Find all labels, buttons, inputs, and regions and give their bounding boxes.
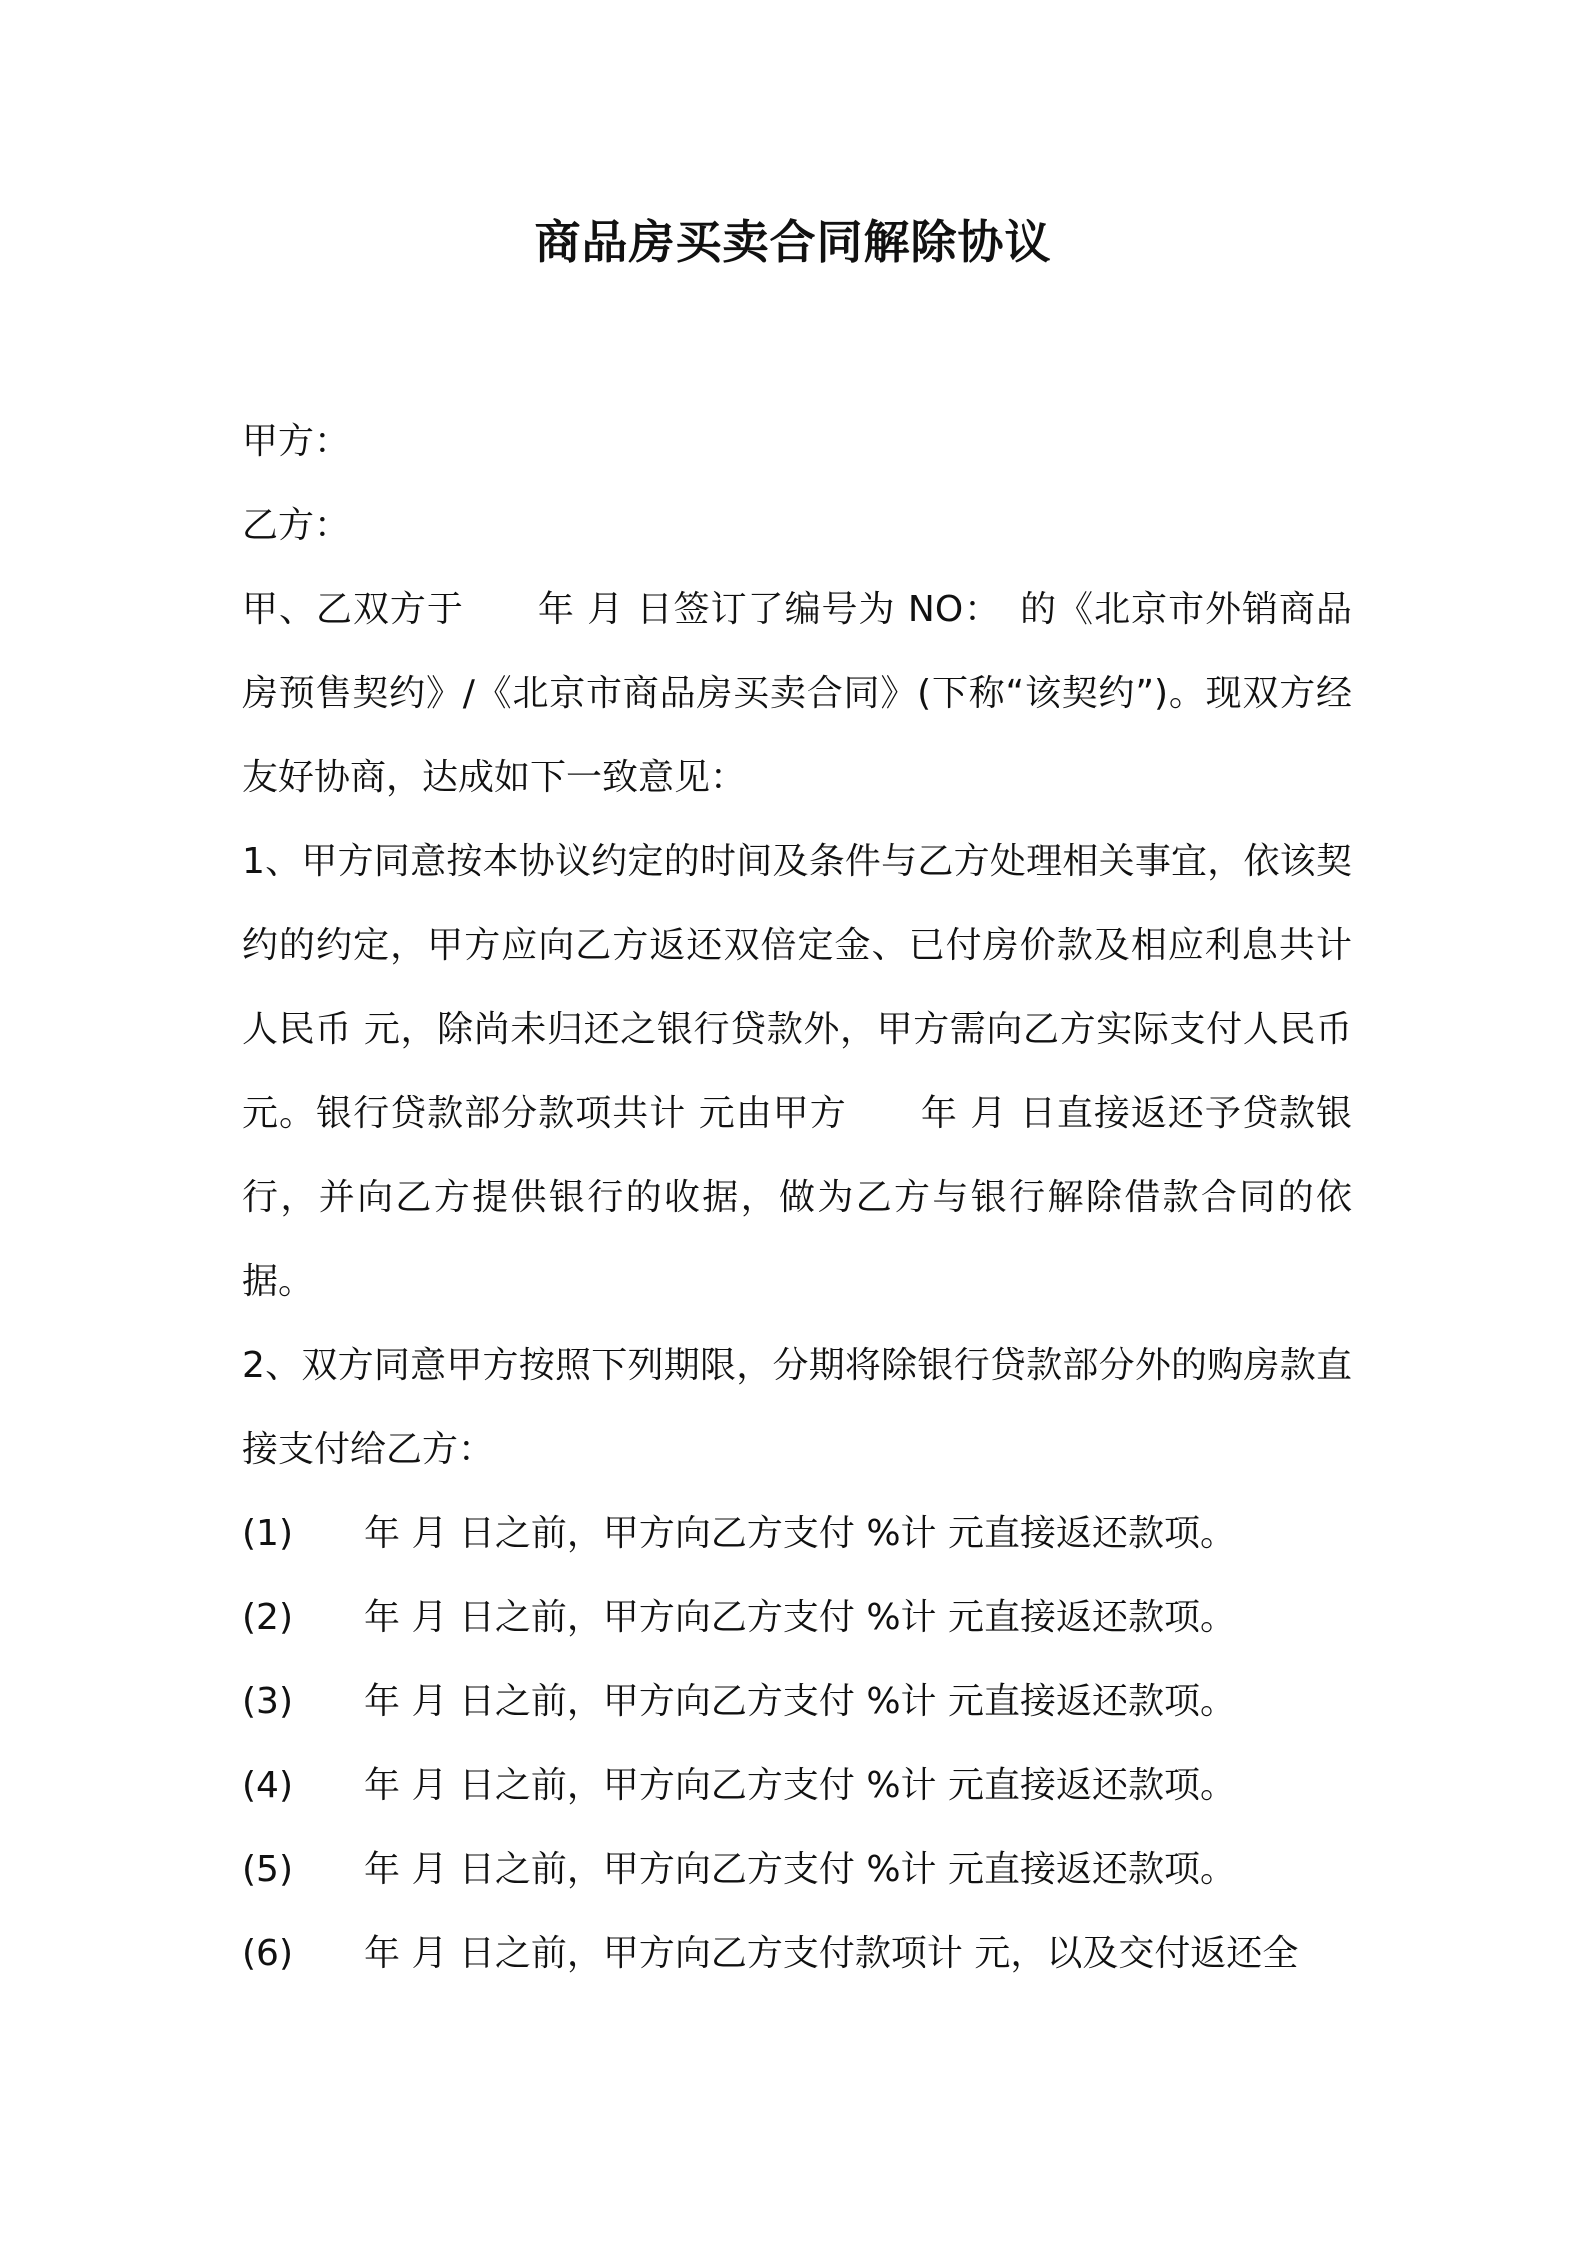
installment-text: 年 月 日之前，甲方向乙方支付 %计 元直接返还款项。: [364, 1681, 1236, 1722]
installment-number: (4): [242, 1765, 293, 1806]
installment-row: [242, 1576, 1352, 1660]
clause-2-paragraph: 2、双方同意甲方按照下列期限，分期将除银行贷款部分外的购房款直接支付给乙方：: [242, 1345, 1352, 1470]
party-a-line: 甲方：: [242, 421, 351, 462]
installment-row: [242, 1744, 1352, 1828]
installment-text: 年 月 日之前，甲方向乙方支付 %计 元直接返还款项。: [364, 1849, 1236, 1890]
installment-text: 年 月 日之前，甲方向乙方支付 %计 元直接返还款项。: [364, 1513, 1236, 1554]
installment-text: 年 月 日之前，甲方向乙方支付 %计 元直接返还款项。: [364, 1765, 1236, 1806]
clause-1-paragraph: 1、甲方同意按本协议约定的时间及条件与乙方处理相关事宜，依该契约的约定，甲方应向乙方返还双倍定金、已付房价款及相应利息共计人民币 元，除尚未归还之银行贷款外，甲方需向乙方实际支付人民币 元。银行贷款部分款项共计 元由甲方 年 月 日直接返还予贷款银行，并向乙方提供银行的收据，做为乙方与银行解除借款合同的依据。: [242, 841, 1364, 1302]
installment-number: (3): [242, 1681, 293, 1722]
installment-text: 年 月 日之前，甲方向乙方支付款项计 元，以及交付返还全: [364, 1933, 1299, 1974]
installment-row: [242, 1660, 1352, 1744]
installment-row: [242, 1828, 1352, 1912]
installment-number: (6): [242, 1933, 293, 1974]
intro-paragraph: 甲、乙双方于 年 月 日签订了编号为 NO： 的《北京市外销商品房预售契约》/《北京市商品房买卖合同》(下称“该契约”)。现双方经友好协商，达成如下一致意见：: [242, 589, 1352, 798]
party-b-line: 乙方：: [242, 505, 351, 546]
installment-number: (5): [242, 1849, 293, 1890]
installment-row: [242, 1492, 1352, 1576]
installment-number: (1): [242, 1513, 293, 1554]
installment-text: 年 月 日之前，甲方向乙方支付 %计 元直接返还款项。: [364, 1597, 1236, 1638]
document-title: 商品房买卖合同解除协议: [534, 215, 1052, 269]
document-body: [242, 400, 1364, 1996]
installment-number: (2): [242, 1597, 293, 1638]
installment-row: [242, 1912, 1352, 1996]
